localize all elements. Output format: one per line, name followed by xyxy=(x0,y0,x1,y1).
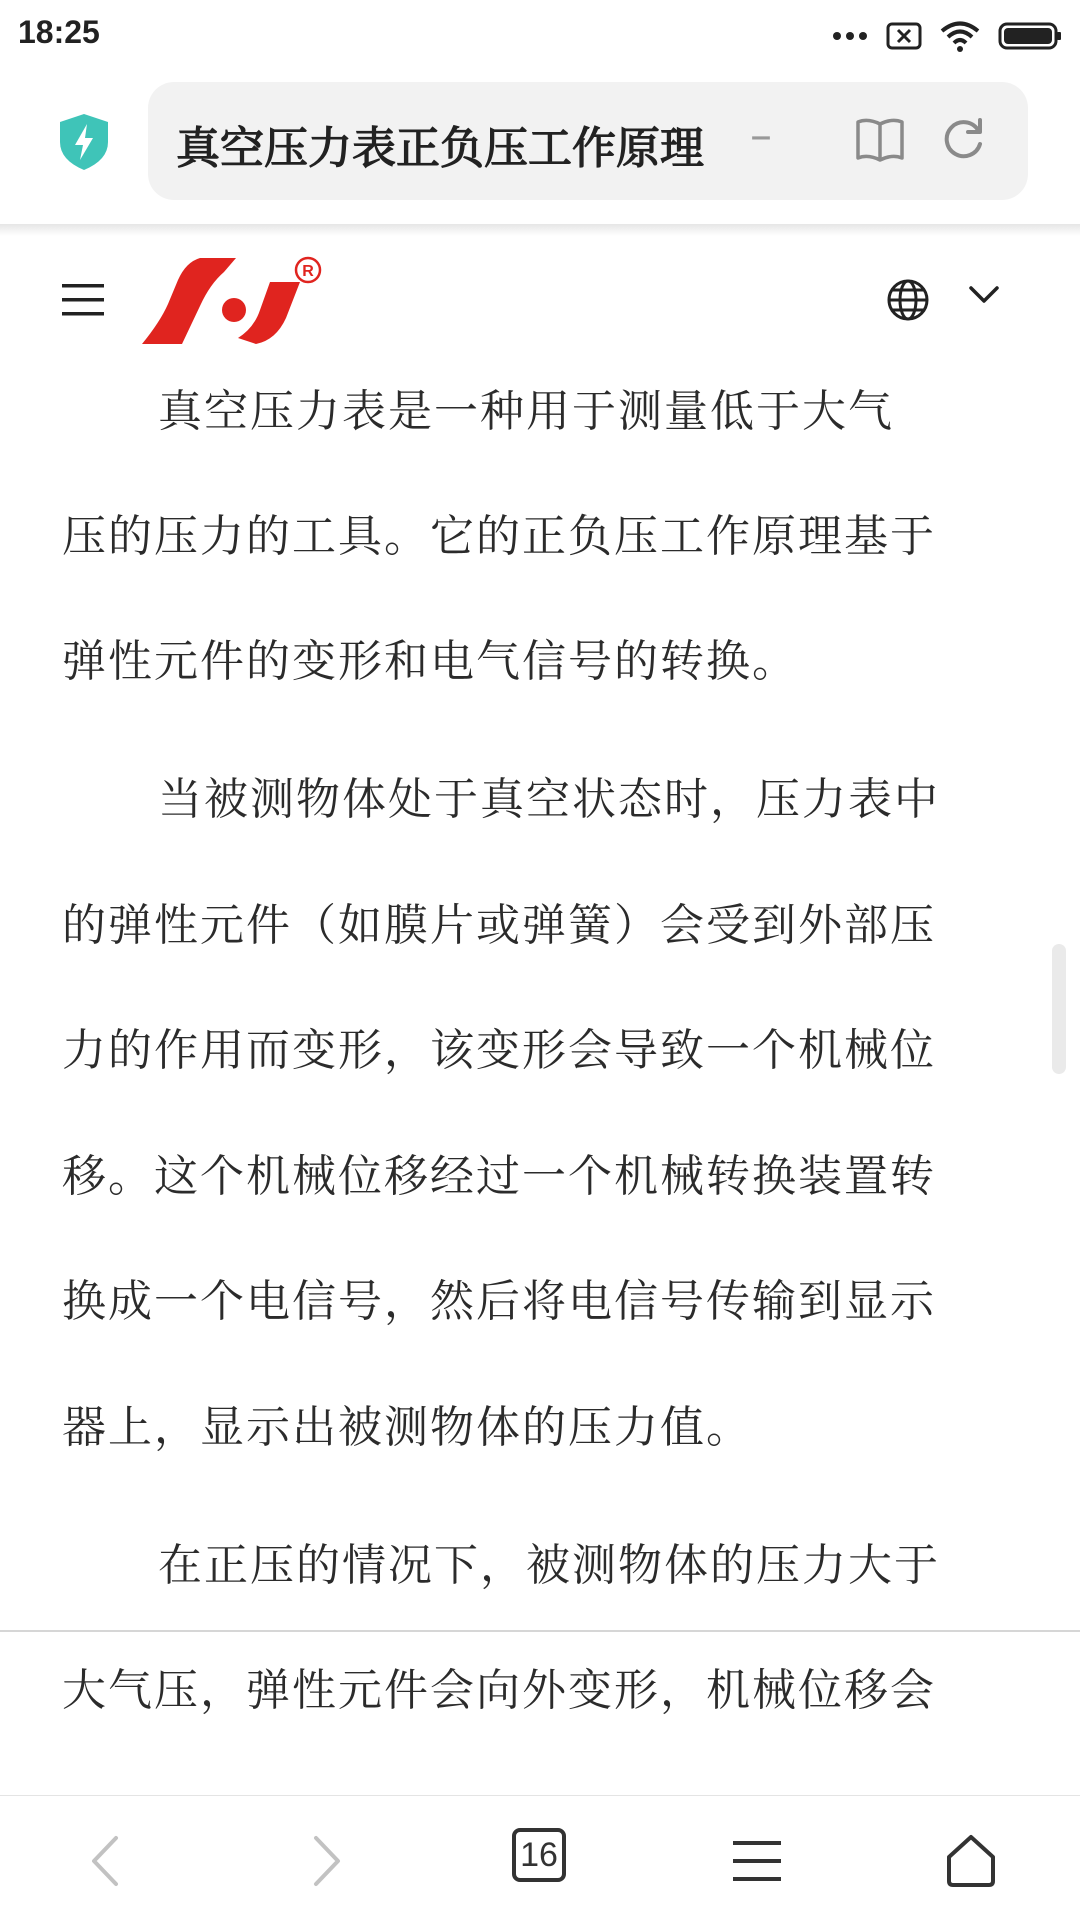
status-time: 18:25 xyxy=(18,14,100,50)
title-separator: – xyxy=(750,110,772,161)
browser-toolbar xyxy=(0,72,1080,224)
article-line: 弹性元件的变形和电气信号的转换。 xyxy=(62,636,798,687)
toolbar-shadow xyxy=(0,224,1080,236)
article-line: 压的压力的工具。它的正负压工作原理基于 xyxy=(62,511,936,562)
more-dots-icon xyxy=(832,30,868,42)
status-bar xyxy=(0,0,1080,72)
battery-icon xyxy=(998,21,1062,51)
page-scrollbar[interactable] xyxy=(1052,944,1066,1074)
security-shield-icon[interactable] xyxy=(56,112,112,172)
article-line: 移。这个机械位移经过一个机械转换装置转 xyxy=(62,1151,936,1202)
article-line: 的弹性元件（如膜片或弹簧）会受到外部压 xyxy=(62,900,936,951)
language-dropdown-chevron-icon[interactable] xyxy=(968,284,1000,306)
svg-text:R: R xyxy=(302,263,314,280)
chevron-left-icon xyxy=(90,1834,120,1888)
address-bar[interactable] xyxy=(148,82,1028,200)
menu-button[interactable] xyxy=(722,1826,792,1896)
reload-icon[interactable] xyxy=(938,114,988,164)
back-button[interactable] xyxy=(70,1826,140,1896)
site-logo[interactable] xyxy=(138,252,326,352)
chevron-right-icon xyxy=(312,1834,342,1888)
forward-button[interactable] xyxy=(292,1826,362,1896)
status-icons xyxy=(832,16,1062,56)
home-icon xyxy=(943,1833,999,1889)
page-title-in-address-bar[interactable]: 真空压力表正负压工作原理 xyxy=(176,123,704,174)
content-divider xyxy=(0,1630,1080,1632)
home-button[interactable] xyxy=(936,1826,1006,1896)
article-line: 力的作用而变形，该变形会导致一个机械位 xyxy=(62,1025,936,1076)
menu-lines-icon xyxy=(731,1839,783,1883)
hamburger-menu-icon[interactable] xyxy=(62,282,104,318)
no-sim-icon xyxy=(886,22,922,50)
bottom-navigation-bar xyxy=(0,1795,1080,1920)
article-line: 换成一个电信号，然后将电信号传输到显示 xyxy=(62,1276,936,1327)
reader-mode-icon[interactable] xyxy=(854,116,906,164)
article-line: 器上，显示出被测物体的压力值。 xyxy=(62,1402,752,1453)
tabs-button[interactable]: 16 xyxy=(512,1828,566,1882)
article-line: 真空压力表是一种用于测量低于大气 xyxy=(158,386,894,437)
article-line: 在正压的情况下，被测物体的压力大于 xyxy=(158,1540,940,1591)
article-line: 大气压，弹性元件会向外变形，机械位移会 xyxy=(62,1665,936,1716)
language-globe-icon[interactable] xyxy=(886,278,930,322)
article-line: 当被测物体处于真空状态时，压力表中 xyxy=(158,774,940,825)
wifi-icon xyxy=(940,20,980,52)
